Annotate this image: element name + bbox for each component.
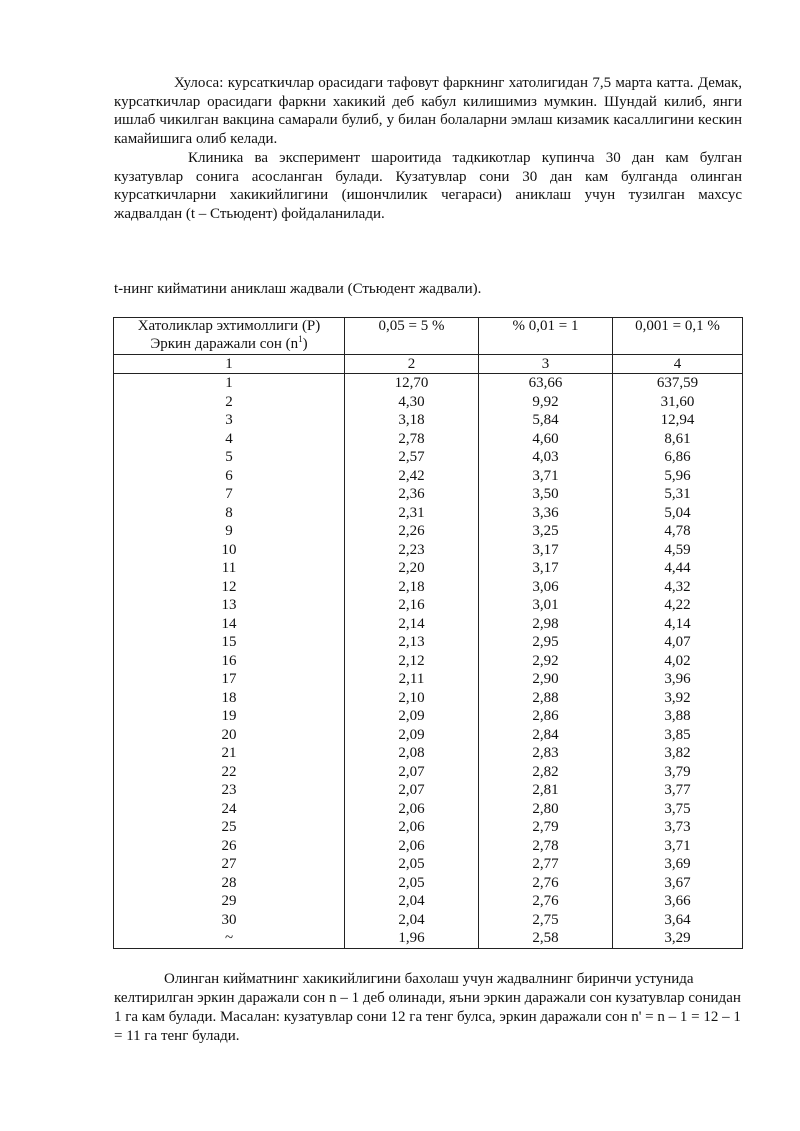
t-value-cell: 2,16 xyxy=(345,596,479,615)
column-index-cell: 3 xyxy=(479,355,613,374)
degrees-of-freedom-cell: 21 xyxy=(114,744,345,763)
t-value-cell: 3,06 xyxy=(479,578,613,597)
intro-paragraph: Клиника ва эксперимент шароитида тадкикотлар купинча 30 дан кам булган кузатувлар сонига асосланган булади. Кузатувлар сони 30 дан кам булганда олинган курсаткичларни хакикийлигини (ишончлилик чегараси) аниклаш учун тузилган махсус жадвалдан (t – Стьюдент) фойдаланилади. xyxy=(114,150,742,222)
table-row xyxy=(114,652,743,671)
t-value-cell: 3,66 xyxy=(613,892,743,911)
header-col-degrees-line1: Хатоликлар эхтимоллиги (Р) xyxy=(137,318,321,334)
t-value-cell: 2,83 xyxy=(479,744,613,763)
t-value-cell: 3,71 xyxy=(613,837,743,856)
header-col-p005: 0,05 = 5 % xyxy=(345,318,479,355)
table-row xyxy=(114,467,743,486)
column-index-cell: 2 xyxy=(345,355,479,374)
column-index-cell: 4 xyxy=(613,355,743,374)
t-value-cell: 2,76 xyxy=(479,874,613,893)
table-row xyxy=(114,522,743,541)
t-value-cell: 2,84 xyxy=(479,726,613,745)
degrees-of-freedom-cell: 3 xyxy=(114,411,345,430)
table-header xyxy=(114,318,743,355)
t-value-cell: 2,06 xyxy=(345,818,479,837)
degrees-of-freedom-cell: 17 xyxy=(114,670,345,689)
t-value-cell: 1,96 xyxy=(345,929,479,948)
t-value-cell: 2,75 xyxy=(479,911,613,930)
t-value-cell: 2,88 xyxy=(479,689,613,708)
t-value-cell: 2,79 xyxy=(479,818,613,837)
t-value-cell: 4,22 xyxy=(613,596,743,615)
t-value-cell: 6,86 xyxy=(613,448,743,467)
degrees-of-freedom-cell: 9 xyxy=(114,522,345,541)
table-row xyxy=(114,744,743,763)
table-row xyxy=(114,763,743,782)
t-value-cell: 4,14 xyxy=(613,615,743,634)
t-value-cell: 3,18 xyxy=(345,411,479,430)
degrees-of-freedom-cell: 23 xyxy=(114,781,345,800)
t-value-cell: 3,71 xyxy=(479,467,613,486)
degrees-of-freedom-cell: 15 xyxy=(114,633,345,652)
t-value-cell: 5,31 xyxy=(613,485,743,504)
t-value-cell: 3,50 xyxy=(479,485,613,504)
table-row xyxy=(114,411,743,430)
table-row xyxy=(114,855,743,874)
t-value-cell: 3,79 xyxy=(613,763,743,782)
degrees-of-freedom-cell: 27 xyxy=(114,855,345,874)
table-row xyxy=(114,633,743,652)
header-col-degrees xyxy=(114,318,345,355)
explanation-paragraph: Олинган кийматнинг хакикийлигини бахолаш учун жадвалнинг биринчи устунида келтирилган эркин даражали сон n – 1 деб олинади, яъни эркин даражали сон кузатувлар сонидан 1 га кам булади. Масалан: кузатувлар сони 12 га тенг булса, эркин даражали сон n' = n – 1 = 12 – 1 = 11 га тенг булади. xyxy=(114,971,741,1044)
header-col-degrees-close: ) xyxy=(302,335,308,352)
t-value-cell: 2,76 xyxy=(479,892,613,911)
t-value-cell: 2,11 xyxy=(345,670,479,689)
t-value-cell: 2,77 xyxy=(479,855,613,874)
table-row xyxy=(114,837,743,856)
column-index-cell: 1 xyxy=(114,355,345,374)
table-row xyxy=(114,485,743,504)
table-row xyxy=(114,559,743,578)
t-value-cell: 2,26 xyxy=(345,522,479,541)
t-value-cell: 12,70 xyxy=(345,374,479,393)
t-value-cell: 3,17 xyxy=(479,559,613,578)
t-value-cell: 4,44 xyxy=(613,559,743,578)
table-row xyxy=(114,504,743,523)
degrees-of-freedom-cell: 29 xyxy=(114,892,345,911)
header-col-degrees-sup: 1 xyxy=(298,333,303,344)
column-index-row xyxy=(114,355,743,374)
t-value-cell: 2,09 xyxy=(345,707,479,726)
t-value-cell: 2,07 xyxy=(345,763,479,782)
t-value-cell: 4,03 xyxy=(479,448,613,467)
t-value-cell: 3,36 xyxy=(479,504,613,523)
t-value-cell: 4,02 xyxy=(613,652,743,671)
t-value-cell: 3,75 xyxy=(613,800,743,819)
t-value-cell: 2,95 xyxy=(479,633,613,652)
t-value-cell: 2,09 xyxy=(345,726,479,745)
table-row xyxy=(114,689,743,708)
t-value-cell: 4,32 xyxy=(613,578,743,597)
t-value-cell: 2,07 xyxy=(345,781,479,800)
t-value-cell: 2,06 xyxy=(345,837,479,856)
t-value-cell: 3,88 xyxy=(613,707,743,726)
t-value-cell: 2,23 xyxy=(345,541,479,560)
t-value-cell: 8,61 xyxy=(613,430,743,449)
t-value-cell: 5,04 xyxy=(613,504,743,523)
t-value-cell: 3,85 xyxy=(613,726,743,745)
t-value-cell: 3,01 xyxy=(479,596,613,615)
table-caption: t-нинг кийматини аниклаш жадвали (Стьюдент жадвали). xyxy=(114,281,482,297)
t-value-cell: 4,07 xyxy=(613,633,743,652)
header-col-p001: % 0,01 = 1 xyxy=(479,318,613,355)
degrees-of-freedom-cell: 8 xyxy=(114,504,345,523)
t-value-cell: 2,31 xyxy=(345,504,479,523)
degrees-of-freedom-cell: 16 xyxy=(114,652,345,671)
degrees-of-freedom-cell: 14 xyxy=(114,615,345,634)
header-col-degrees-line2: Эркин даражали сон (n xyxy=(150,335,299,352)
header-row xyxy=(114,318,743,355)
degrees-of-freedom-cell: 4 xyxy=(114,430,345,449)
degrees-of-freedom-cell: 24 xyxy=(114,800,345,819)
student-t-table xyxy=(113,317,743,949)
degrees-of-freedom-cell: 13 xyxy=(114,596,345,615)
t-value-cell: 2,05 xyxy=(345,855,479,874)
t-value-cell: 2,13 xyxy=(345,633,479,652)
header-col-p0001: 0,001 = 0,1 % xyxy=(613,318,743,355)
t-value-cell: 2,57 xyxy=(345,448,479,467)
t-value-cell: 2,12 xyxy=(345,652,479,671)
t-value-cell: 2,18 xyxy=(345,578,479,597)
table-row xyxy=(114,892,743,911)
degrees-of-freedom-cell: 28 xyxy=(114,874,345,893)
t-value-cell: 5,96 xyxy=(613,467,743,486)
t-value-cell: 2,58 xyxy=(479,929,613,948)
t-value-cell: 3,77 xyxy=(613,781,743,800)
t-value-cell: 2,78 xyxy=(479,837,613,856)
table-row xyxy=(114,726,743,745)
table-row xyxy=(114,874,743,893)
t-value-cell: 2,20 xyxy=(345,559,479,578)
degrees-of-freedom-cell: 19 xyxy=(114,707,345,726)
t-value-cell: 637,59 xyxy=(613,374,743,393)
table-row xyxy=(114,430,743,449)
t-value-cell: 4,30 xyxy=(345,393,479,412)
t-value-cell: 5,84 xyxy=(479,411,613,430)
table-row xyxy=(114,670,743,689)
table-row xyxy=(114,541,743,560)
t-value-cell: 2,14 xyxy=(345,615,479,634)
t-value-cell: 2,80 xyxy=(479,800,613,819)
t-value-cell: 3,29 xyxy=(613,929,743,948)
t-value-cell: 63,66 xyxy=(479,374,613,393)
table-row xyxy=(114,578,743,597)
t-value-cell: 2,86 xyxy=(479,707,613,726)
degrees-of-freedom-cell: 25 xyxy=(114,818,345,837)
t-value-cell: 4,78 xyxy=(613,522,743,541)
t-value-cell: 2,06 xyxy=(345,800,479,819)
t-value-cell: 2,04 xyxy=(345,911,479,930)
degrees-of-freedom-cell: 30 xyxy=(114,911,345,930)
degrees-of-freedom-cell: 22 xyxy=(114,763,345,782)
degrees-of-freedom-cell: 5 xyxy=(114,448,345,467)
degrees-of-freedom-cell: 12 xyxy=(114,578,345,597)
degrees-of-freedom-cell: 2 xyxy=(114,393,345,412)
t-value-cell: 2,04 xyxy=(345,892,479,911)
t-value-cell: 2,10 xyxy=(345,689,479,708)
table-row xyxy=(114,911,743,930)
table-row xyxy=(114,615,743,634)
t-value-cell: 2,08 xyxy=(345,744,479,763)
table-row xyxy=(114,818,743,837)
t-value-cell: 2,05 xyxy=(345,874,479,893)
degrees-of-freedom-cell: 26 xyxy=(114,837,345,856)
degrees-of-freedom-cell: 7 xyxy=(114,485,345,504)
t-value-cell: 4,60 xyxy=(479,430,613,449)
table-row xyxy=(114,374,743,393)
t-value-cell: 4,59 xyxy=(613,541,743,560)
degrees-of-freedom-cell: 20 xyxy=(114,726,345,745)
t-value-cell: 2,81 xyxy=(479,781,613,800)
table-row xyxy=(114,707,743,726)
t-value-cell: 3,73 xyxy=(613,818,743,837)
table-row xyxy=(114,393,743,412)
degrees-of-freedom-cell: 10 xyxy=(114,541,345,560)
t-value-cell: 2,92 xyxy=(479,652,613,671)
t-value-cell: 2,98 xyxy=(479,615,613,634)
t-value-cell: 2,78 xyxy=(345,430,479,449)
degrees-of-freedom-cell: 18 xyxy=(114,689,345,708)
t-value-cell: 3,69 xyxy=(613,855,743,874)
degrees-of-freedom-cell: ~ xyxy=(114,929,345,948)
degrees-of-freedom-cell: 1 xyxy=(114,374,345,393)
table-row xyxy=(114,596,743,615)
column-index-section xyxy=(114,355,743,374)
t-value-cell: 2,36 xyxy=(345,485,479,504)
t-value-cell: 3,17 xyxy=(479,541,613,560)
t-value-cell: 31,60 xyxy=(613,393,743,412)
degrees-of-freedom-cell: 6 xyxy=(114,467,345,486)
t-value-cell: 2,82 xyxy=(479,763,613,782)
t-value-cell: 3,67 xyxy=(613,874,743,893)
table-row xyxy=(114,448,743,467)
t-value-cell: 3,92 xyxy=(613,689,743,708)
table-row xyxy=(114,929,743,948)
conclusion-paragraph: Хулоса: курсаткичлар орасидаги тафовут фаркнинг хатолигидан 7,5 марта катта. Демак, курсаткичлар орасидаги фаркни хакикий деб кабул килишимиз мумкин. Шундай килиб, янги ишлаб чикилган вакцина самарали булиб, у билан болаларни эмлаш кизамик касаллигини кескин камайишига олиб келади. xyxy=(114,75,742,147)
t-value-cell: 2,90 xyxy=(479,670,613,689)
t-value-cell: 3,82 xyxy=(613,744,743,763)
degrees-of-freedom-cell: 11 xyxy=(114,559,345,578)
table-row xyxy=(114,800,743,819)
t-value-cell: 3,25 xyxy=(479,522,613,541)
table-row xyxy=(114,781,743,800)
t-value-cell: 3,96 xyxy=(613,670,743,689)
t-value-cell: 12,94 xyxy=(613,411,743,430)
t-value-cell: 2,42 xyxy=(345,467,479,486)
t-value-cell: 9,92 xyxy=(479,393,613,412)
t-value-cell: 3,64 xyxy=(613,911,743,930)
table-body xyxy=(114,374,743,949)
